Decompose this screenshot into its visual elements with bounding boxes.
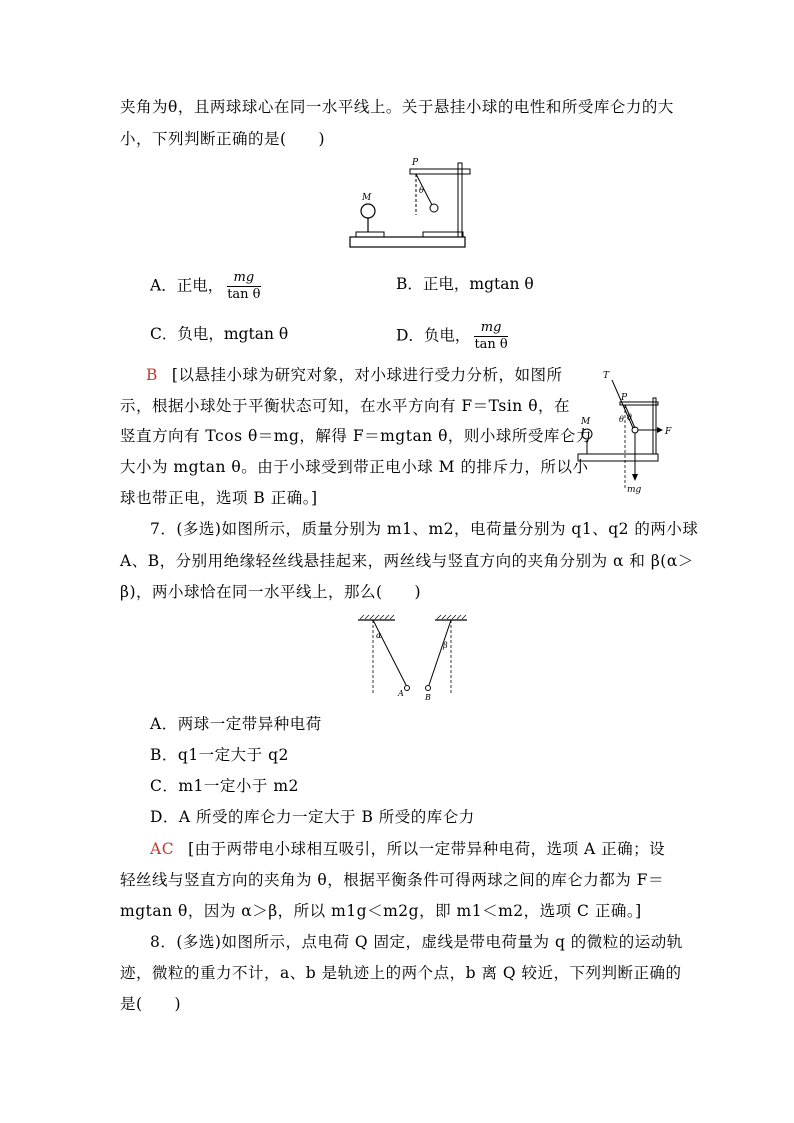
q6-figure: [348, 155, 473, 255]
force-label-mg: mg: [627, 485, 642, 495]
q6-solution-line-5: 球也带正电，选项 B 正确。]: [120, 489, 318, 507]
q7-answer: AC: [150, 840, 175, 858]
q6-option-c: C．负电，mgtan θ: [150, 325, 289, 343]
force-label-theta-2: θ: [627, 413, 632, 422]
fig-label-beta: β: [443, 641, 448, 650]
q7-option-c: C．m1一定小于 m2: [150, 777, 299, 795]
fig-label-alpha: α: [376, 631, 382, 640]
q6-answer: B: [146, 366, 158, 384]
fig-label-theta: θ: [419, 186, 424, 195]
q6-solution-line-3: 竖直方向有 Tcos θ＝mg，解得 F＝mgtan θ，则小球所受库仑力: [120, 427, 592, 445]
q7-solution-line-3: mgtan θ，因为 α＞β，所以 m1g＜m2g，即 m1＜m2，选项 C 正确。]: [120, 902, 642, 920]
q6-option-d: D．负电， $\frac{mg}{\text{tan θ}}$: [396, 320, 508, 352]
fraction: $\frac{mg}{\text{tan θ}}$: [474, 320, 508, 352]
q7-solution-line-1: AC [由于两带电小球相互吸引，所以一定带异种电荷，选项 A 正确；设: [150, 840, 666, 858]
force-label-f: F: [665, 427, 672, 437]
q6-option-b: B．正电，mgtan θ: [396, 275, 534, 293]
q6-solution-line-1: B [以悬挂小球为研究对象，对小球进行受力分析，如图所: [146, 366, 563, 384]
q8-stem-line-1: 8．(多选)如图所示，点电荷 Q 固定，虚线是带电荷量为 q 的微粒的运动轨: [150, 933, 683, 951]
force-label-m: M: [581, 417, 591, 427]
q6-force-diagram: [575, 362, 680, 497]
q7-stem-line-3: β)，两小球恰在同一水平线上，那么( ): [120, 583, 422, 601]
force-label-p: P: [621, 393, 628, 403]
q7-option-a: A．两球一定带异种电荷: [150, 715, 322, 733]
q7-option-b: B．q1一定大于 q2: [150, 746, 289, 764]
fig-label-p: P: [412, 158, 419, 168]
q6-solution-line-4: 大小为 mgtan θ。由于小球受到带正电小球 M 的排斥力，所以小: [120, 458, 589, 476]
q7-solution-line-2: 轻丝线与竖直方向的夹角为 θ，根据平衡条件可得两球之间的库仑力都为 F＝: [120, 871, 664, 889]
q8-stem-line-2: 迹，微粒的重力不计，a、b 是轨迹上的两个点，b 离 Q 较近，下列判断正确的: [120, 964, 682, 982]
force-label-t: T: [603, 371, 610, 381]
force-label-theta-1: θ: [619, 415, 624, 424]
q6-solution-line-2: 示，根据小球处于平衡状态可知，在水平方向有 F＝Tsin θ，在: [120, 397, 571, 415]
q7-option-d: D．A 所受的库仑力一定大于 B 所受的库仑力: [150, 808, 475, 826]
fig-label-b: B: [425, 693, 431, 702]
q6-stem-line-1: 夹角为θ，且两球球心在同一水平线上。关于悬挂小球的电性和所受库仑力的大: [120, 98, 674, 116]
q7-stem-line-2: A、B，分别用绝缘轻丝线悬挂起来，两丝线与竖直方向的夹角分别为 α 和 β(α＞: [120, 552, 694, 570]
q6-stem-line-2: 小，下列判断正确的是( ): [120, 130, 326, 148]
fig-label-m: M: [362, 193, 372, 203]
fig-label-a: A: [398, 689, 404, 698]
q6-option-a: A．正电， $\frac{mg}{\text{tan θ}}$: [150, 270, 261, 302]
q8-stem-line-3: 是( ): [120, 995, 182, 1013]
q7-figure: [355, 614, 470, 704]
fraction: $\frac{mg}{\text{tan θ}}$: [227, 270, 261, 302]
q7-stem-line-1: 7．(多选)如图所示，质量分别为 m1、m2，电荷量分别为 q1、q2 的两小球: [150, 520, 699, 538]
